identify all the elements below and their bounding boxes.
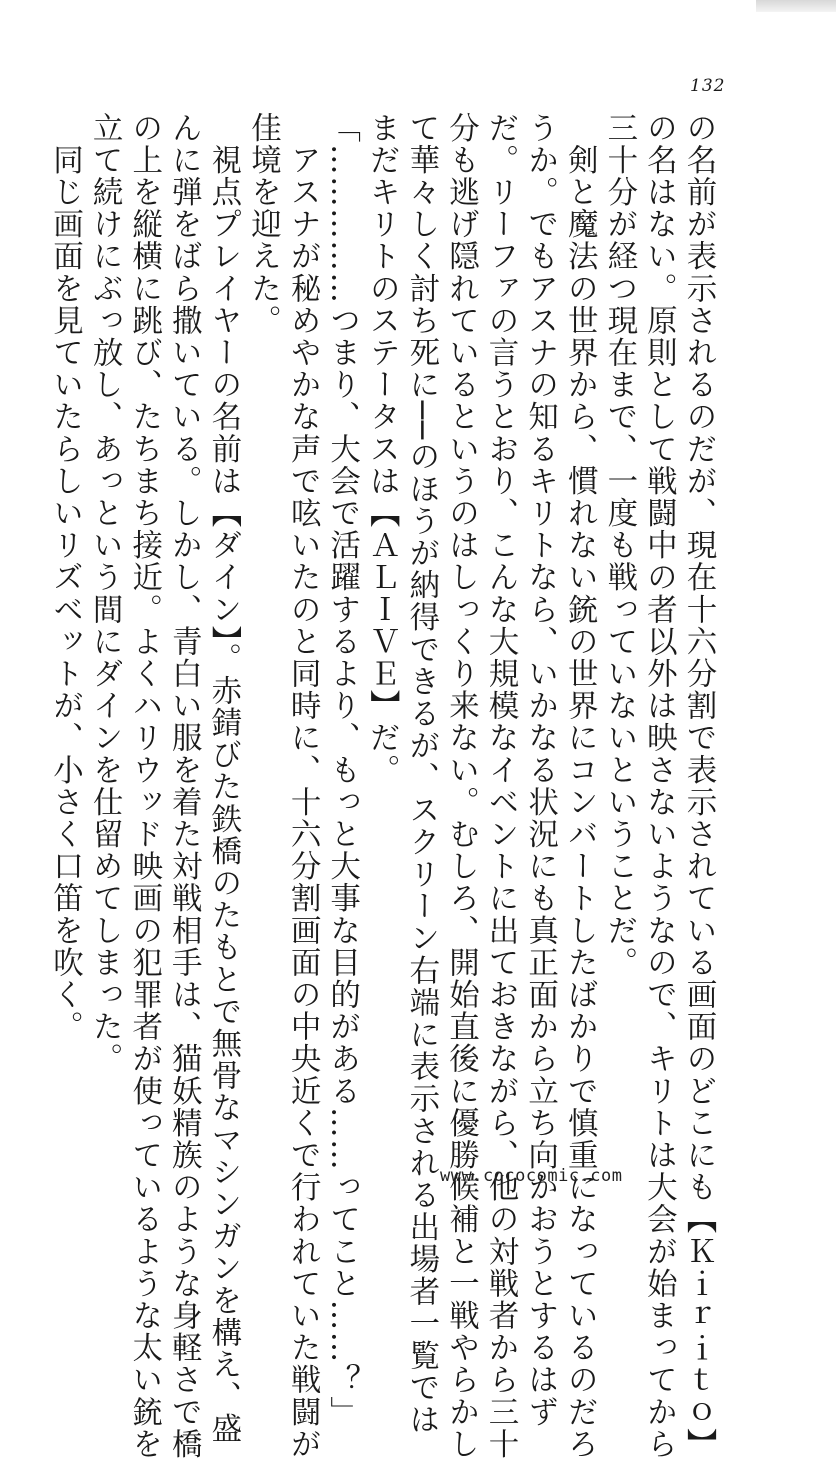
page-number: 132 bbox=[690, 76, 726, 96]
scan-corner-mark bbox=[756, 0, 836, 12]
text-line: の名はない。原則として戦闘中の者以外は映さないようなので、キリトは大会が始まってから bbox=[641, 112, 677, 1460]
text-line: 三十分が経つ現在まで、一度も戦っていないということだ。 bbox=[601, 112, 637, 979]
text-line: 立て続けにぶっ放し、あっという間にダインを仕留めてしまった。 bbox=[87, 112, 123, 1075]
footer-site-url: www.cococomic.com bbox=[440, 1166, 623, 1186]
text-line: の名前が表示されるのだが、現在十六分割で表示されている画面のどこにも【Ｋｉｒｉｔｏ】 bbox=[681, 112, 716, 1460]
text-line: まだキリトのステータスは【ＡＬＩＶＥ】だ。 bbox=[364, 112, 400, 787]
text-line: 「……………つまり、大会で活躍するより、もっと大事な目的がある……ってこと……？」 bbox=[324, 112, 360, 1429]
text-line: て華々しく討ち死に──のほうが納得できるが、スクリーン右端に表示される出場者一覧では bbox=[403, 112, 439, 1436]
text-line: の上を縦横に跳び、たちまち接近。よくハリウッド映画の犯罪者が使っているような太い銃を bbox=[126, 112, 162, 1460]
text-line: 佳境を迎えた。 bbox=[245, 112, 281, 337]
text-line: うか。でもアスナの知るキリトなら、いかなる状況にも真正面から立ち向かおうとするはず bbox=[522, 112, 558, 1429]
text-line: 分も逃げ隠れているというのはしっくり来ない。むしろ、開始直後に優勝候補と一戦やらかし bbox=[443, 112, 479, 1460]
text-line: んに弾をばら撒いている。しかし、青白い服を着た対戦相手は、猫妖精族のような身軽さで橋 bbox=[166, 112, 202, 1460]
text-line: 視点プレイヤーの名前は【ダイン】。赤錆びた鉄橋のたもとで無骨なマシンガンを構え、盛 bbox=[205, 112, 241, 1445]
text-line: 同じ画面を見ていたらしいリズベットが、小さく口笛を吹く。 bbox=[47, 112, 83, 1043]
text-line: 剣と魔法の世界から、慣れない銃の世界にコンバートしたばかりで慎重になっているのだろ bbox=[562, 112, 598, 1460]
text-line: だ。リーファの言うとおり、こんな大規模なイベントに出ておきながら、他の対戦者から三十 bbox=[483, 112, 519, 1460]
text-line: アスナが秘めやかな声で呟いたのと同時に、十六分割画面の中央近くで行われていた戦闘が bbox=[285, 112, 321, 1460]
